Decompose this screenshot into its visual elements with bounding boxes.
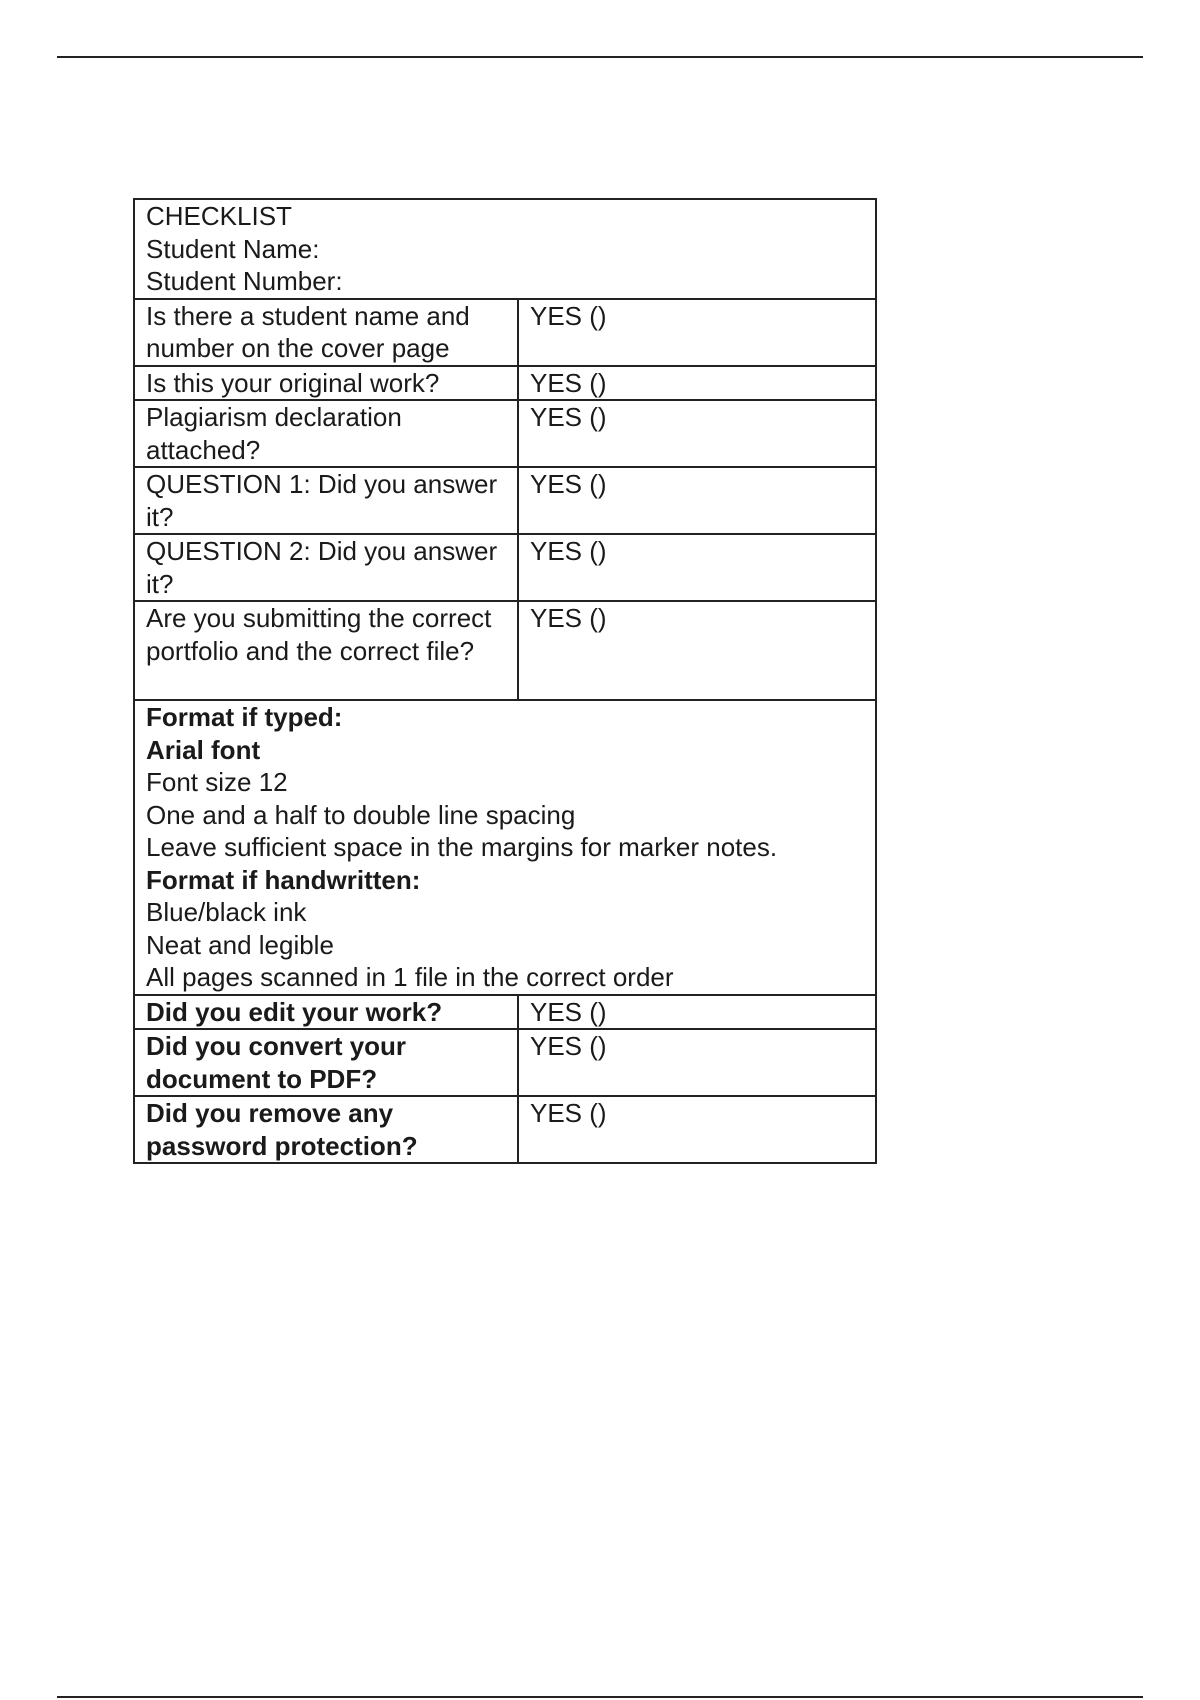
format-handwritten-heading: Format if handwritten: xyxy=(146,864,421,895)
answer-cell[interactable]: YES () xyxy=(518,995,876,1030)
format-cell xyxy=(134,700,876,995)
question-cell: QUESTION 1: Did you answer it? xyxy=(134,467,518,534)
question-cell: Is this your original work? xyxy=(134,366,518,401)
question-cell: Plagiarism declaration attached? xyxy=(134,400,518,467)
format-typed-size: Font size 12 xyxy=(146,767,288,797)
format-row xyxy=(134,700,876,995)
table-row xyxy=(134,400,876,467)
table-row xyxy=(134,1096,876,1163)
checklist-header-cell xyxy=(134,199,876,299)
format-typed-font: Arial font xyxy=(146,734,261,765)
table-row xyxy=(134,299,876,366)
question-cell: Is there a student name and number on the cover page xyxy=(134,299,518,366)
footer-rule xyxy=(57,1696,1143,1698)
answer-cell[interactable]: YES () xyxy=(518,601,876,700)
question-cell: Did you edit your work? xyxy=(134,995,518,1030)
table-row xyxy=(134,1029,876,1096)
format-handwritten-ink: Blue/black ink xyxy=(146,897,307,927)
question-cell: QUESTION 2: Did you answer it? xyxy=(134,534,518,601)
header-rule xyxy=(57,56,1143,58)
format-typed-spacing: One and a half to double line spacing xyxy=(146,799,576,830)
format-handwritten-neat: Neat and legible xyxy=(146,929,334,960)
table-row xyxy=(134,366,876,401)
checklist-title: CHECKLIST xyxy=(146,201,292,231)
table-row xyxy=(134,601,876,700)
question-cell: Did you convert your document to PDF? xyxy=(134,1029,518,1096)
table-row xyxy=(134,467,876,534)
format-typed-margins: Leave sufficient space in the margins for marker notes. xyxy=(146,832,778,862)
answer-cell[interactable]: YES () xyxy=(518,1029,876,1096)
table-row xyxy=(134,995,876,1030)
answer-cell[interactable]: YES () xyxy=(518,400,876,467)
answer-cell[interactable]: YES () xyxy=(518,366,876,401)
question-cell: Did you remove any password protection? xyxy=(134,1096,518,1163)
answer-cell[interactable]: YES () xyxy=(518,534,876,601)
answer-cell[interactable]: YES () xyxy=(518,1096,876,1163)
answer-cell[interactable]: YES () xyxy=(518,467,876,534)
checklist-table xyxy=(133,198,877,1164)
format-handwritten-pages: All pages scanned in 1 file in the correct order xyxy=(146,962,674,992)
table-row xyxy=(134,534,876,601)
answer-cell[interactable]: YES () xyxy=(518,299,876,366)
student-name-label: Student Name: xyxy=(146,233,320,264)
student-number-label: Student Number: xyxy=(146,266,343,296)
question-cell: Are you submitting the correct portfolio and the correct file? xyxy=(134,601,518,700)
format-typed-heading: Format if typed: xyxy=(146,702,343,732)
checklist-header-row xyxy=(134,199,876,299)
